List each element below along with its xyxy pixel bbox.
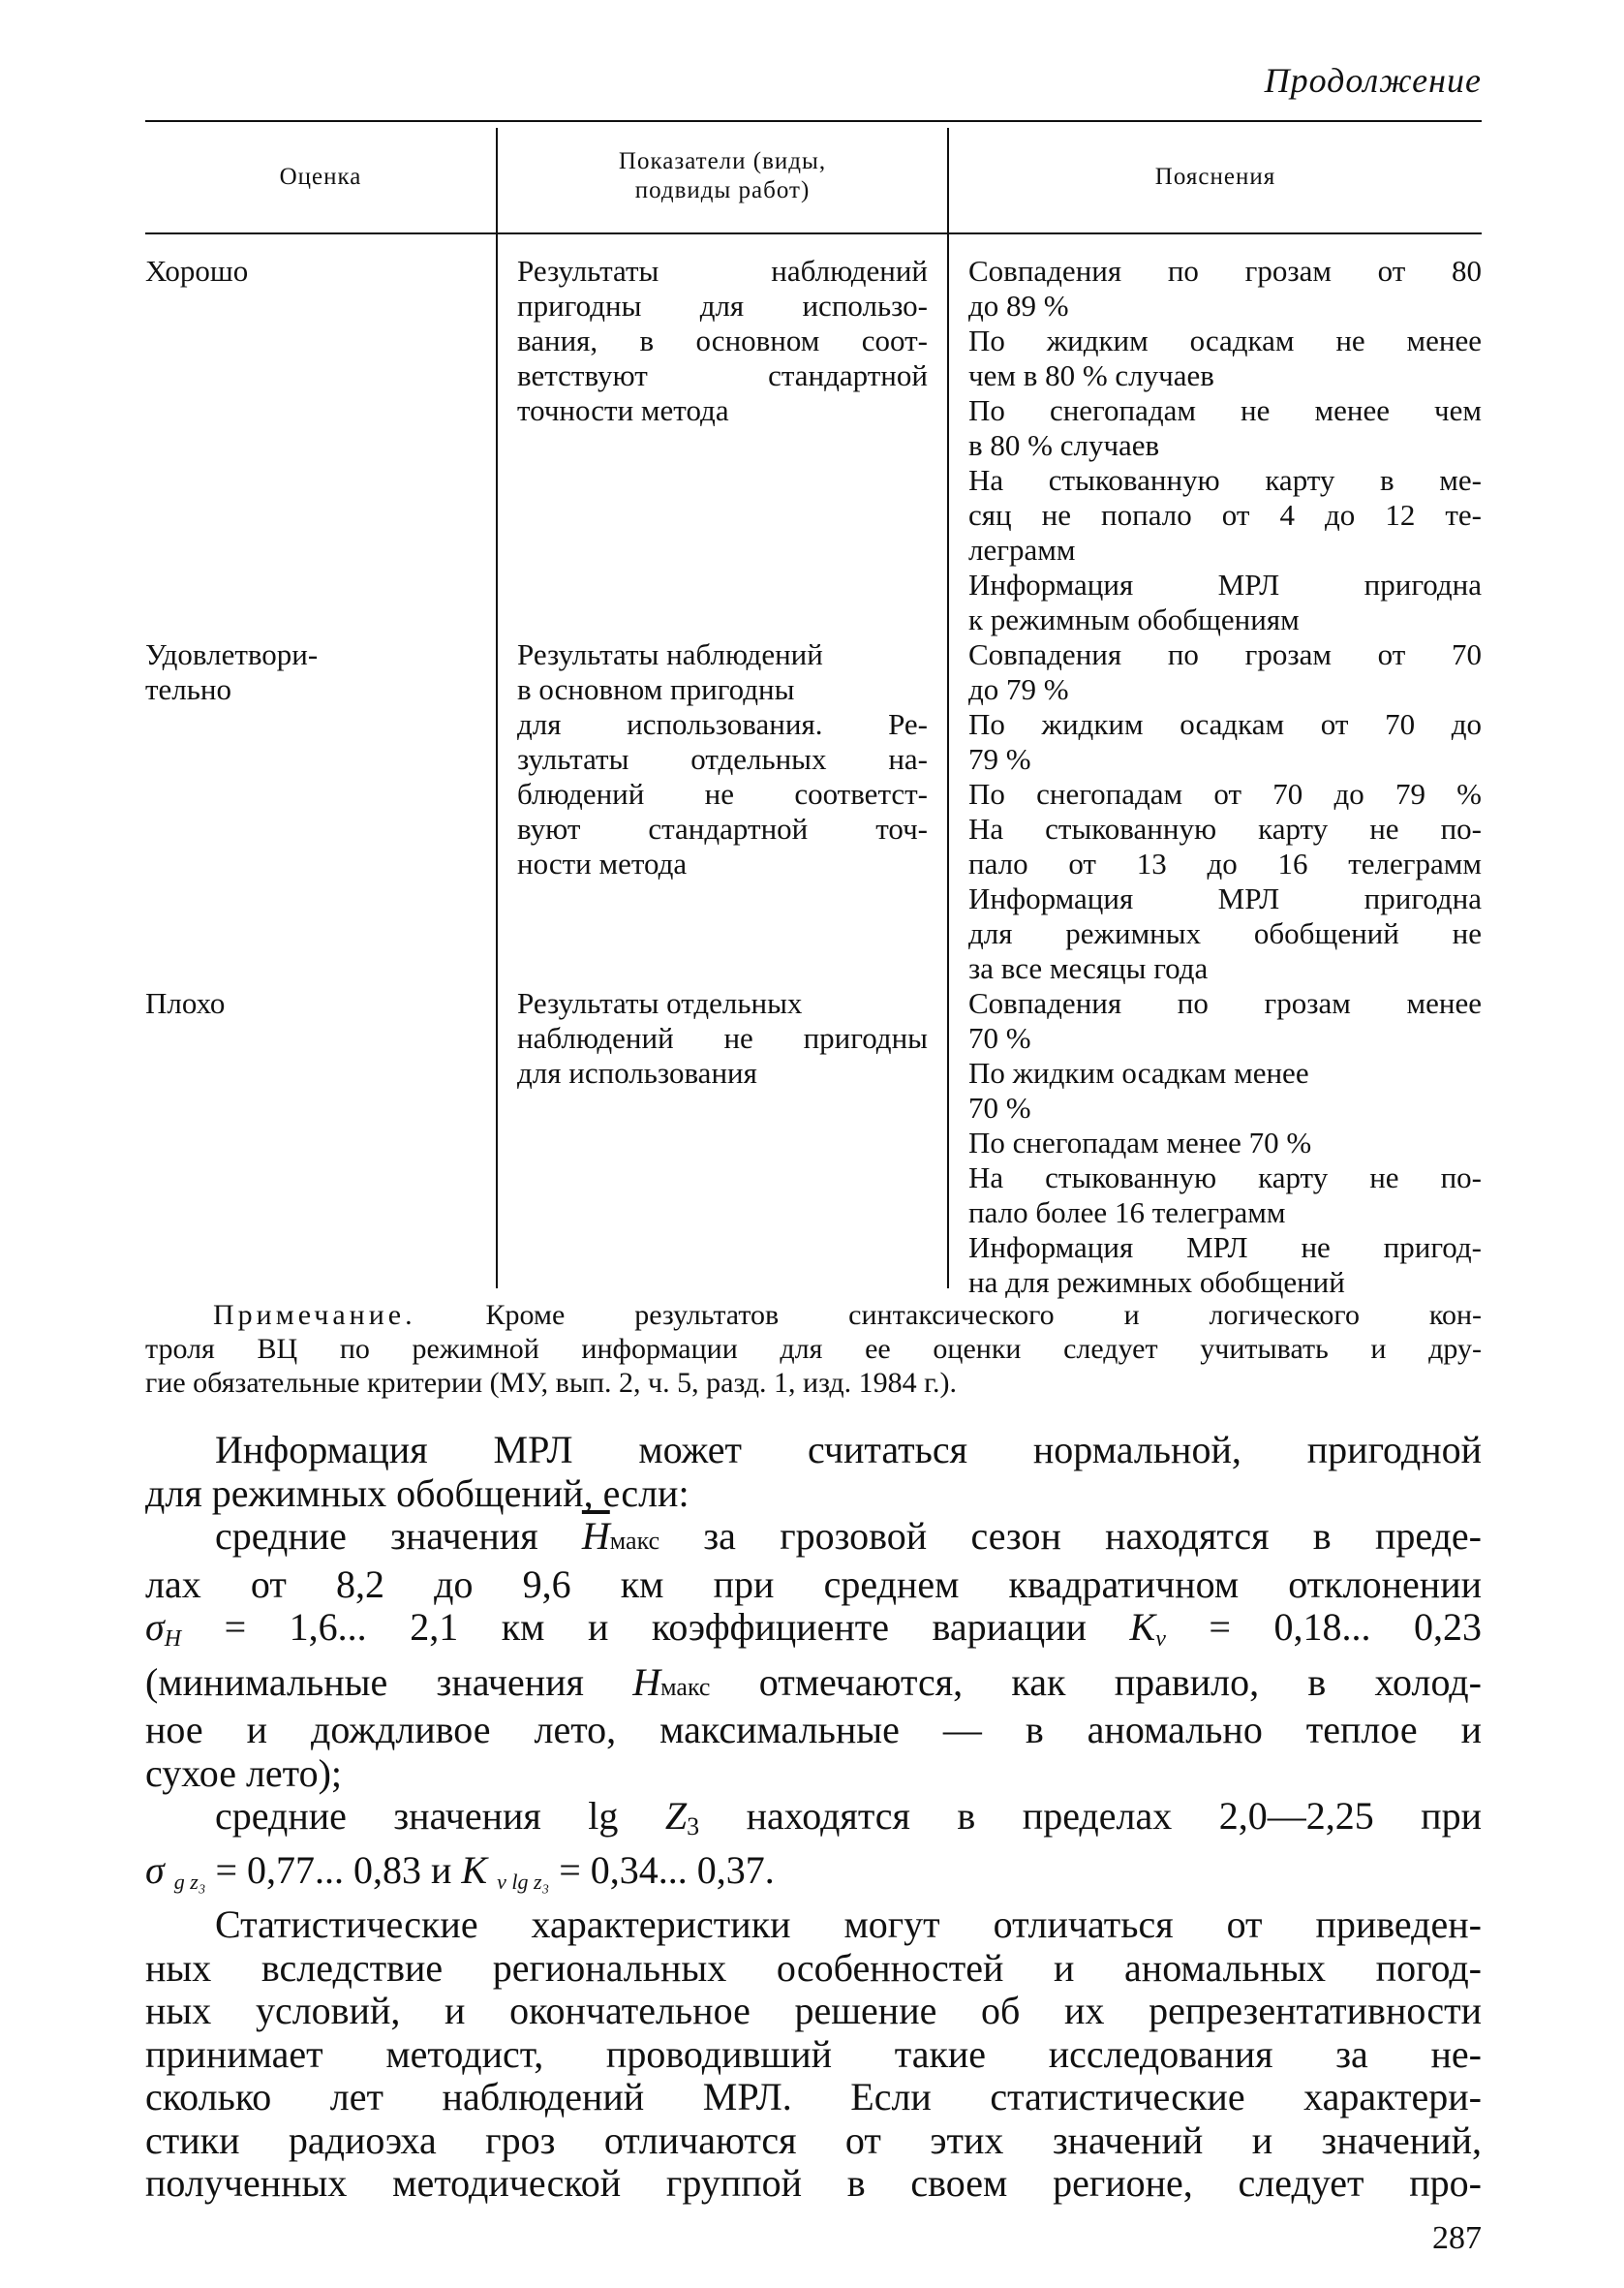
grade-line: Хорошо <box>145 254 249 288</box>
column-divider-2 <box>947 128 949 1288</box>
indicator-line: Результаты отдельных <box>517 986 803 1020</box>
paragraph-line: Информация МРЛ может считаться нормальной, пригодной <box>215 1428 1482 1471</box>
table-top-rule <box>145 120 1482 122</box>
note-line: до 89 % <box>968 289 1069 323</box>
note-line: По жидким осадкам менее <box>968 1056 1309 1090</box>
note-line: По жидким осадкам не менее <box>968 324 1482 357</box>
note-line: Информация МРЛ не пригод- <box>968 1230 1482 1264</box>
header-grade: Оценка <box>279 164 362 190</box>
column-divider-1 <box>496 128 498 1288</box>
subscript: H <box>164 1626 182 1652</box>
note-line: за все месяцы года <box>968 951 1209 985</box>
indicator-line: вания, в основном соот- <box>517 324 928 357</box>
row-satisfactory-grade <box>145 637 475 707</box>
note-line: троля ВЦ по режимной информации для ее оценки следует учитывать и дру- <box>145 1333 1482 1365</box>
note-line: 70 % <box>968 1091 1031 1125</box>
indicator-line: в основном пригодны <box>517 672 795 706</box>
text-run: = 0,34... 0,37. <box>549 1847 775 1892</box>
subscript: g z₃ <box>173 1869 206 1894</box>
grade-line: Плохо <box>145 986 226 1020</box>
continuation-label: Продолжение <box>1264 61 1482 100</box>
note-line: для режимных обобщений не <box>968 916 1482 950</box>
subscript: макс <box>660 1672 711 1701</box>
symbol-h-mean: $\overline{H}$ <box>581 1514 610 1558</box>
subscript: v lg z₃ <box>497 1869 550 1894</box>
row-satisfactory-notes <box>968 637 1482 986</box>
note-line: до 79 % <box>968 672 1069 706</box>
note-line: На стыкованную карту не по- <box>968 1160 1482 1194</box>
text-run: находятся в пределах 2,0—2,25 при <box>699 1794 1482 1838</box>
note-line: к режимным обобщениям <box>968 603 1300 636</box>
note-line: Совпадения по грозам от 70 <box>968 637 1482 671</box>
note-line <box>145 1298 1482 1332</box>
row-good-indicators <box>517 254 928 428</box>
note-line: 79 % <box>968 742 1031 776</box>
note-line: 70 % <box>968 1021 1031 1055</box>
grade-line: Удовлетвори- <box>145 637 319 671</box>
note-line: На стыкованную карту в ме- <box>968 463 1482 497</box>
text-run: за грозовой сезон находятся в преде- <box>659 1514 1482 1558</box>
note-line: на для режимных обобщений <box>968 1265 1345 1299</box>
text-run: = 0,77... 0,83 и <box>205 1847 462 1892</box>
table-header-rule <box>145 232 1482 234</box>
paragraph-line: принимает методист, проводивший такие исследования за не- <box>145 2031 1482 2076</box>
paragraph-line: стики радиоэха гроз отличаются от этих значений и значений, <box>145 2118 1482 2162</box>
indicator-line: блюдений не соответст- <box>517 777 928 811</box>
row-satisfactory-indicators <box>517 637 928 881</box>
indicator-line: ветствуют стандартной <box>517 358 928 392</box>
note-line: Совпадения по грозам менее <box>968 986 1482 1020</box>
paragraph-line: полученных методической группой в своем регионе, следует про- <box>145 2161 1482 2205</box>
text-run: = 1,6... 2,1 км и коэффициенте вариации <box>181 1605 1130 1649</box>
symbol-z: Z <box>664 1794 688 1838</box>
row-poor-indicators <box>517 986 928 1091</box>
header-notes: Пояснения <box>1154 164 1276 190</box>
book-page <box>145 0 1482 2288</box>
note-line: гие обязательные критерии (МУ, вып. 2, ч. 5, разд. 1, изд. 1984 г.). <box>145 1367 958 1399</box>
header-indicators-line: Показатели (виды, <box>618 148 827 174</box>
paragraph-line: Статистические характеристики могут отличаться от приведен- <box>215 1902 1482 1946</box>
row-poor-grade <box>145 986 475 1021</box>
row-good-notes <box>968 254 1482 637</box>
text-run: (минимальные значения <box>145 1659 633 1704</box>
note-line: сяц не попало от 4 до 12 те- <box>968 498 1482 532</box>
subscript: v <box>1155 1626 1166 1652</box>
indicator-line: для использования. Ре- <box>517 707 928 741</box>
indicator-line: зультаты отдельных на- <box>517 742 928 776</box>
note-line: По жидким осадкам от 70 до <box>968 707 1482 741</box>
indicator-line: для использования <box>517 1056 757 1090</box>
paragraph-line: ных вследствие региональных особенностей и аномальных погод- <box>145 1945 1482 1990</box>
paragraph-line <box>145 1661 1482 1710</box>
note-line: пало более 16 телеграмм <box>968 1195 1286 1229</box>
text-run: отмечаются, как правило, в холод- <box>710 1659 1482 1704</box>
note-line: На стыкованную карту не по- <box>968 812 1482 846</box>
note-label: Примечание. <box>213 1299 416 1331</box>
header-indicators <box>498 147 947 205</box>
page-number: 287 <box>1432 2220 1482 2256</box>
indicator-line: ности метода <box>517 847 688 881</box>
row-good-grade <box>145 254 475 289</box>
paragraph-line: лах от 8,2 до 9,6 км при среднем квадратичном отклонении <box>145 1561 1482 1606</box>
text-run: средние значения lg <box>215 1794 665 1838</box>
note-line: леграмм <box>968 533 1076 567</box>
note-line: По снегопадам не менее чем <box>968 393 1482 427</box>
paragraph-line: сколько лет наблюдений МРЛ. Если статистические характери- <box>145 2075 1482 2118</box>
paragraph-line: для режимных обобщений, если: <box>145 1470 689 1515</box>
note-line: По снегопадам от 70 до 79 % <box>968 777 1482 811</box>
symbol-k: K <box>461 1847 488 1892</box>
note-line: Информация МРЛ пригодна <box>968 881 1482 915</box>
indicator-line: вуют стандартной точ- <box>517 812 928 846</box>
indicator-line: точности метода <box>517 393 729 427</box>
paragraph-line <box>145 1849 1482 1904</box>
indicator-line: наблюдений не пригодны <box>517 1021 928 1055</box>
symbol-sigma: σ <box>145 1605 165 1649</box>
symbol-k: K <box>1129 1605 1156 1649</box>
paragraph-line: сухое лето); <box>145 1750 343 1795</box>
subscript: макс <box>609 1527 660 1555</box>
symbol-h: H <box>632 1659 661 1704</box>
paragraph-line <box>145 1515 1482 1563</box>
note-line: в 80 % случаев <box>968 428 1160 462</box>
body-text <box>145 1429 1482 2206</box>
paragraph-line <box>145 1606 1482 1661</box>
note-line: Информация МРЛ пригодна <box>968 568 1482 602</box>
table-note <box>145 1298 1482 1400</box>
header-indicators-line: подвиды работ) <box>634 177 811 203</box>
note-line: пало от 13 до 16 телеграмм <box>968 847 1482 881</box>
paragraph-line: ных условий, и окончательное решение об их репрезентативности <box>145 1989 1482 2032</box>
paragraph-line <box>145 1795 1482 1849</box>
indicator-line: пригодны для использо- <box>517 289 928 323</box>
text-run: = 0,18... 0,23 <box>1165 1605 1482 1649</box>
indicator-line: Результаты наблюдений <box>517 254 928 288</box>
indicator-line: Результаты наблюдений <box>517 637 823 671</box>
text-run: средние значения <box>215 1514 582 1558</box>
note-line: Совпадения по грозам от 80 <box>968 254 1482 288</box>
paragraph-line: ное и дождливое лето, максимальные — в аномально теплое и <box>145 1708 1482 1751</box>
row-poor-notes <box>968 986 1482 1300</box>
symbol-sigma: σ <box>145 1847 165 1892</box>
note-text: Кроме результатов синтаксического и логического кон- <box>485 1299 1482 1331</box>
grade-line: тельно <box>145 672 232 706</box>
note-line: чем в 80 % случаев <box>968 358 1214 392</box>
note-line: По снегопадам менее 70 % <box>968 1126 1312 1159</box>
subscript: 3 <box>687 1812 700 1840</box>
